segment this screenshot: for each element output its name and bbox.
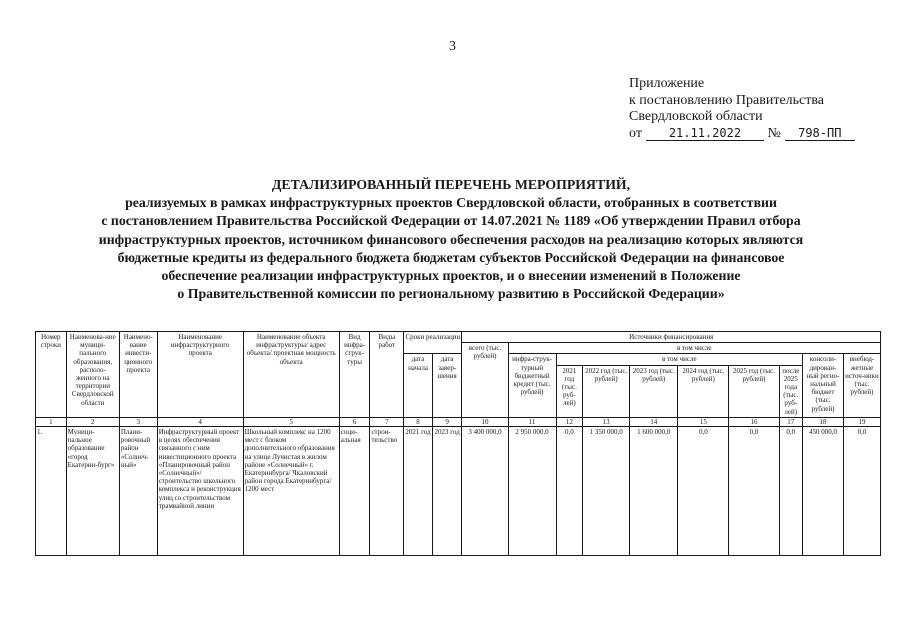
header-year-2024: 2024 год (тыс. рублей) <box>678 365 729 417</box>
header-municipality: Наименова-ние муници-пального образования, располо-женного на территории Свердловской области <box>66 332 119 418</box>
column-number: 19 <box>843 417 880 426</box>
column-number: 5 <box>243 417 339 426</box>
header-including-years: в том числе <box>556 354 802 365</box>
cell-year-2025: 0,0 <box>729 427 779 556</box>
column-number: 4 <box>157 417 243 426</box>
title-line: ДЕТАЛИЗИРОВАННЫЙ ПЕРЕЧЕНЬ МЕРОПРИЯТИЙ, <box>271 177 631 192</box>
number-label: № <box>767 125 781 141</box>
header-funding-sources: Источники финансирования <box>462 332 881 343</box>
page-number: 3 <box>449 39 456 54</box>
cell-investment-project: Плани-ровочный район «Солнеч-ный» <box>119 427 157 556</box>
table-row <box>36 427 881 556</box>
column-numbers-row <box>36 417 881 426</box>
header-budget-credit: инфра-струк-турный бюджетный кредит (тыс. рублей) <box>508 354 556 417</box>
header-total: всего (тыс. рублей) <box>462 343 508 418</box>
title-line: инфраструктурных проектов, источником финансового обеспечения расходов на реализацию которых являются <box>98 231 804 247</box>
column-number: 11 <box>508 417 556 426</box>
cell-row-number: 1. <box>36 427 67 556</box>
column-number: 6 <box>339 417 370 426</box>
title-line: о Правительственной комиссии по региональному развитию в Российской Федерации» <box>177 286 725 302</box>
appendix-line-2: к постановлению Правительства <box>629 92 825 108</box>
header-row <box>36 332 881 343</box>
resolution-number: 798-ПП <box>785 127 855 141</box>
header-year-2023: 2023 год (тыс. рублей) <box>630 365 678 417</box>
cell-municipality: Муници-пальное образование «город Екатерин-бург» <box>66 427 119 556</box>
cell-end-date: 2023 год <box>432 427 462 556</box>
title-line: обеспечение реализации инфраструктурных проектов, и о внесении изменений в Положение <box>161 268 741 284</box>
title-line: с постановлением Правительства Российской Федерации от 14.07.2021 № 1189 «Об утверждении Правил отбора <box>101 213 801 229</box>
column-number: 2 <box>66 417 119 426</box>
cell-infrastructure-project: Инфраструктурный проект в целях обеспечения связанного с ним инвестиционного проекта «Планировочный район «Солнечный»/ строительство школьного комплекса и реконструкция улиц со строительством трамвайной линии <box>157 427 243 556</box>
cell-object-type: соци-альная <box>339 427 370 556</box>
header-end-date: дата завер-шения <box>432 354 462 417</box>
header-year-2025: 2025 год (тыс. рублей) <box>729 365 779 417</box>
cell-total: 3 400 000,0 <box>462 427 508 556</box>
document-title <box>40 176 862 303</box>
column-number: 14 <box>630 417 678 426</box>
header-timeline: Сроки реализации <box>404 332 462 354</box>
header-infrastructure-object: Наименование объекта инфраструктуры/ адрес объекта/ проектная мощность объекта <box>243 332 339 418</box>
column-number: 10 <box>462 417 508 426</box>
header-year-2021: 2021 год (тыс. руб-лей) <box>556 365 583 417</box>
header-including: в том числе <box>508 343 881 354</box>
column-number: 13 <box>583 417 630 426</box>
appendix-block <box>629 76 855 142</box>
column-number: 1 <box>36 417 67 426</box>
header-investment-project: Наимено-вание инвести-ционного проекта <box>119 332 157 418</box>
cell-infrastructure-object: Школьный комплекс на 1200 мест с блоком дополнительного образования на улице Лучистая в жилом районе «Солнечный» г. Екатеринбурга/ Чкаловский район города Екатеринбурга/ 1200 мест <box>243 427 339 556</box>
from-label: от <box>629 125 642 141</box>
column-number: 12 <box>556 417 583 426</box>
cell-consolidated-budget: 450 000,0 <box>803 427 844 556</box>
cell-year-2022: 1 350 000,0 <box>583 427 630 556</box>
measures-table <box>35 331 881 556</box>
cell-budget-credit: 2 950 000,0 <box>508 427 556 556</box>
column-number: 3 <box>119 417 157 426</box>
column-number: 7 <box>370 417 404 426</box>
header-object-type: Вид инфра-струк-туры <box>339 332 370 418</box>
resolution-date: 21.11.2022 <box>646 127 764 141</box>
cell-year-2023: 1 600 000,0 <box>630 427 678 556</box>
header-start-date: дата начала <box>404 354 433 417</box>
cell-year-2021: 0,0 <box>556 427 583 556</box>
appendix-line-3: Свердловской области <box>629 109 763 124</box>
title-line: бюджетные кредиты из федерального бюджета бюджетам субъектов Российской Федерации на финансовое <box>117 249 785 265</box>
header-year-2022: 2022 год (тыс. рублей) <box>583 365 630 417</box>
header-after-2025: после 2025 года (тыс. руб-лей) <box>779 365 803 417</box>
header-work-type: Виды работ <box>370 332 404 418</box>
header-extra-budget: внебюд-жетные источ-ники (тыс. рублей) <box>843 354 880 417</box>
column-number: 16 <box>729 417 779 426</box>
cell-year-2024: 0,0 <box>678 427 729 556</box>
appendix-date-line <box>629 126 855 143</box>
appendix-line-1: Приложение <box>629 76 705 91</box>
cell-after-2025: 0,0 <box>779 427 803 556</box>
header-row-number: Номер строки <box>36 332 67 418</box>
header-infrastructure-project: Наименование инфраструктурного проекта <box>157 332 243 418</box>
column-number: 9 <box>432 417 462 426</box>
column-number: 18 <box>803 417 844 426</box>
column-number: 15 <box>678 417 729 426</box>
title-line: реализуемых в рамках инфраструктурных проектов Свердловской области, отобранных в соответствии <box>125 195 777 211</box>
header-consolidated-budget: консоли-дирован-ный регио-нальный бюджет (тыс. рублей) <box>803 354 844 417</box>
cell-start-date: 2021 год <box>404 427 433 556</box>
column-number: 8 <box>404 417 433 426</box>
cell-extra-budget: 0,0 <box>843 427 880 556</box>
column-number: 17 <box>779 417 803 426</box>
cell-work-type: строи-тельство <box>370 427 404 556</box>
